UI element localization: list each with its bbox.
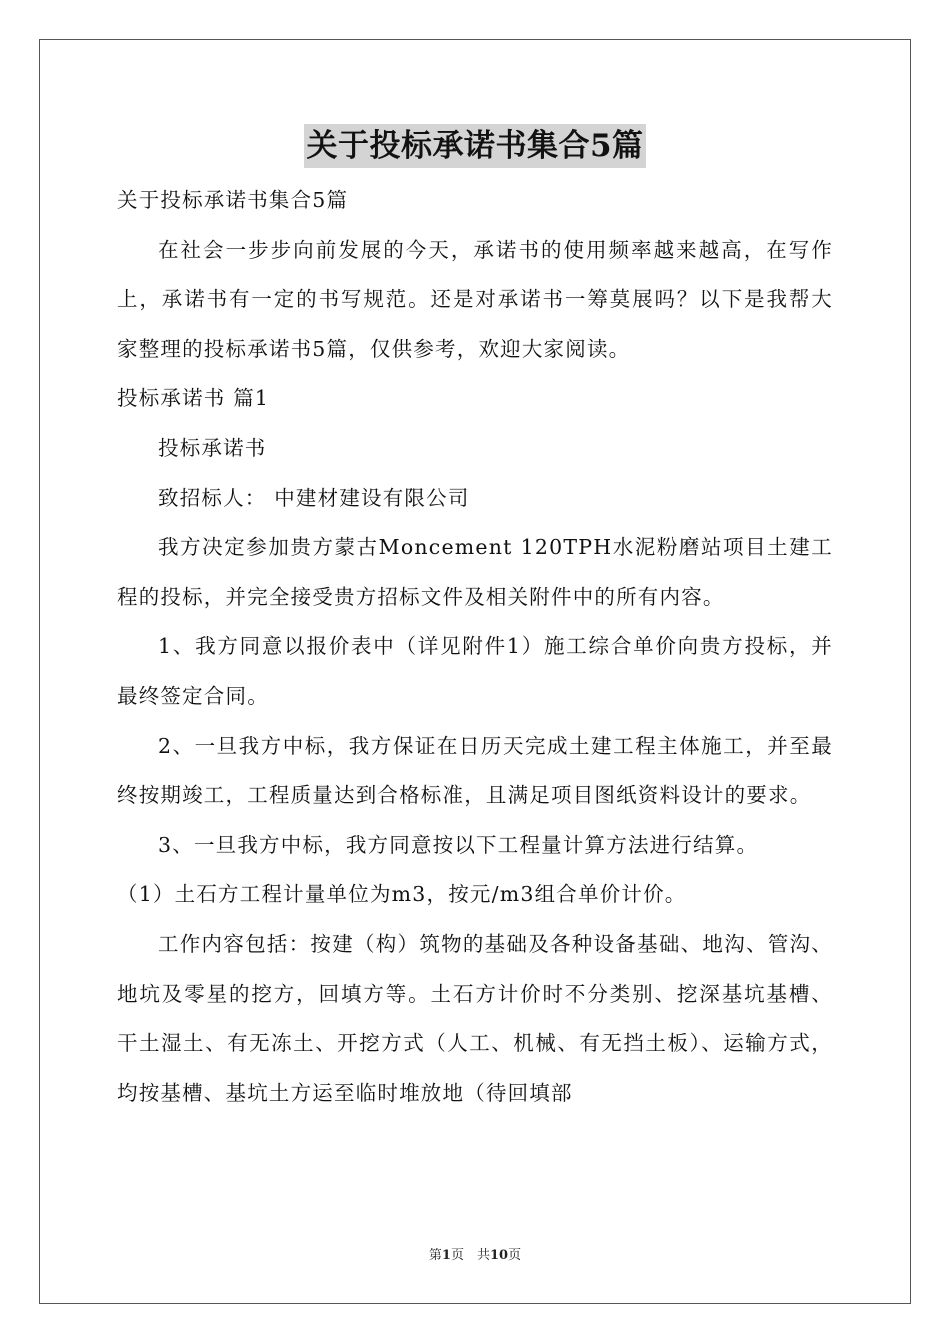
title-container: [0, 124, 950, 168]
paragraph-intro: 在社会一步步向前发展的今天，承诺书的使用频率越来越高，在写作上，承诺书有一定的书写规范。还是对承诺书一筹莫展吗？以下是我帮大家整理的投标承诺书5篇，仅供参考，欢迎大家阅读。: [117, 237, 833, 361]
footer-page-number: 1: [441, 1248, 451, 1263]
footer-suffix: 页: [508, 1248, 522, 1263]
paragraph-subitem-1: （1）土石方工程计量单位为m3，按元/m3组合单价计价。: [117, 882, 687, 907]
footer-middle: 页 共: [450, 1248, 490, 1263]
letter-recipient: 致招标人： 中建材建设有限公司: [158, 485, 470, 510]
footer-prefix: 第: [428, 1248, 442, 1263]
paragraph-statement: 我方决定参加贵方蒙古Moncement 120TPH水泥粉磨站项目土建工程的投标，并完全接受贵方招标文件及相关附件中的所有内容。: [117, 535, 833, 609]
paragraph-item-3: 3、一旦我方中标，我方同意按以下工程量计算方法进行结算。: [158, 832, 759, 857]
letter-title: 投标承诺书: [158, 435, 267, 460]
document-body: [117, 176, 833, 1118]
footer-total-pages: 10: [489, 1248, 509, 1263]
paragraph-item-2: 2、一旦我方中标，我方保证在日历天完成土建工程主体施工，并至最终按期竣工，工程质量达到合格标准，且满足项目图纸资料设计的要求。: [117, 733, 833, 808]
document-title: 关于投标承诺书集合5篇: [304, 124, 645, 168]
page-footer: [0, 1247, 950, 1265]
paragraph-work-content: 工作内容包括：按建（构）筑物的基础及各种设备基础、地沟、管沟、地坑及零星的挖方，回填方等。土石方计价时不分类别、挖深基坑基槽、干土湿土、有无冻土、开挖方式（人工、机械、有无挡土板）、运输方式，均按基槽、基坑土方运至临时堆放地（待回填部: [117, 931, 833, 1105]
section-heading: 投标承诺书 篇1: [117, 386, 270, 411]
paragraph-item-1: 1、我方同意以报价表中（详见附件1）施工综合单价向贵方投标，并最终签定合同。: [117, 634, 833, 708]
paragraph-subtitle: 关于投标承诺书集合5篇: [117, 188, 349, 212]
